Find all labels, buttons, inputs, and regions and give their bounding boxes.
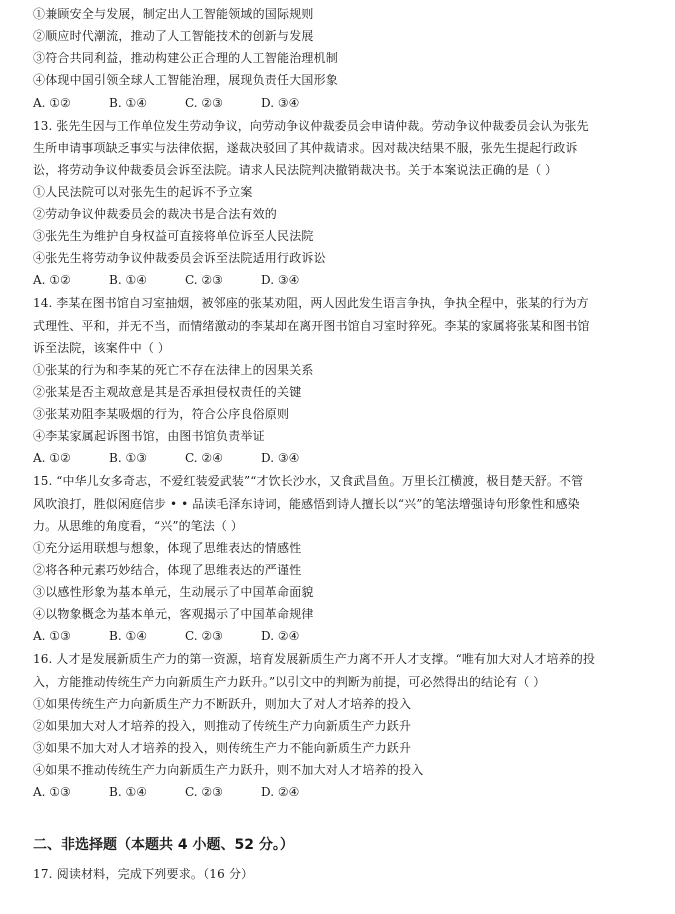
q16-item-1: ①如果传统生产力向新质生产力不断跃升，则加大了对人才培养的投入 [33, 697, 412, 711]
q14-stem-line-3: 诉至法院，该案件中（ ） [33, 341, 171, 355]
q14-stem-line-1: 14. 李某在图书馆自习室抽烟，被邻座的张某劝阻，两人因此发生语言争执，争执全程中，张某的行为方 [33, 296, 589, 310]
q13-stem-line-1: 13. 张先生因与工作单位发生劳动争议，向劳动争议仲裁委员会申请仲裁。劳动争议仲裁委员会认为张先 [33, 119, 589, 133]
q16-item-2: ②如果加大对人才培养的投入，则推动了传统生产力向新质生产力跃升 [33, 719, 412, 733]
q14-option-b: B. ①③ [109, 451, 147, 465]
q16-item-3: ③如果不加大对人才培养的投入，则传统生产力不能向新质生产力跃升 [33, 741, 412, 755]
q16-stem-line-1: 16. 人才是发展新质生产力的第一资源，培育发展新质生产力离不开人才支撑。“唯有加大对人才培养的投 [33, 652, 595, 666]
q16-item-4: ④如果不推动传统生产力向新质生产力跃升，则不加大对人才培养的投入 [33, 763, 424, 777]
q16-options [33, 784, 299, 800]
q13-item-4: ④张先生将劳动争议仲裁委员会诉至法院适用行政诉讼 [33, 251, 326, 265]
q13-option-d: D. ③④ [261, 273, 300, 287]
q16-option-a: A. ①③ [33, 785, 71, 799]
q16-option-d: D. ②④ [261, 785, 300, 799]
q15-option-d: D. ②④ [261, 629, 300, 643]
q14-item-3: ③张某劝阻李某吸烟的行为，符合公序良俗原则 [33, 407, 290, 421]
q15-option-b: B. ①④ [109, 629, 147, 643]
q12-option-b: B. ①④ [109, 96, 147, 110]
q12-item-1: ①兼顾安全与发展，制定出人工智能领域的国际规则 [33, 7, 314, 21]
q12-item-4: ④体现中国引领全球人工智能治理，展现负责任大国形象 [33, 73, 339, 87]
q15-stem-line-3: 力。从思维的角度看，“兴”的笔法（ ） [33, 519, 243, 533]
q15-option-a: A. ①③ [33, 629, 71, 643]
q15-item-3: ③以感性形象为基本单元，生动展示了中国革命面貌 [33, 585, 314, 599]
q15-item-2: ②将各种元素巧妙结合，体现了思维表达的严谨性 [33, 563, 302, 577]
q14-option-d: D. ③④ [261, 451, 300, 465]
q14-options [33, 450, 299, 466]
q12-item-3: ③符合共同利益，推动构建公正合理的人工智能治理机制 [33, 51, 339, 65]
q12-options [33, 95, 299, 111]
q12-item-2: ②顺应时代潮流，推动了人工智能技术的创新与发展 [33, 29, 314, 43]
q12-option-a: A. ①② [33, 96, 71, 110]
q13-option-c: C. ②③ [185, 273, 223, 287]
q14-item-4: ④李某家属起诉图书馆，由图书馆负责举证 [33, 429, 265, 443]
q13-item-3: ③张先生为维护自身权益可直接将单位诉至人民法院 [33, 229, 314, 243]
q16-option-c: C. ②③ [185, 785, 223, 799]
q13-option-b: B. ①④ [109, 273, 147, 287]
q14-option-c: C. ②④ [185, 451, 223, 465]
q14-option-a: A. ①② [33, 451, 71, 465]
section-2-title: 二、非选择题（本题共 4 小题、52 分。） [33, 837, 294, 853]
q13-stem-line-2: 生所申请事项缺乏事实与法律依据，遂裁决驳回了其仲裁请求。因对裁决结果不服，张先生提起行政诉 [33, 141, 578, 155]
q14-stem-line-2: 式理性、平和，并无不当，而情绪激动的李某却在离开图书馆自习室时猝死。李某的家属将张某和图书馆 [33, 319, 590, 333]
q15-item-4: ④以物象概念为基本单元，客观揭示了中国革命规律 [33, 607, 314, 621]
q15-stem-line-1: 15. “中华儿女多奇志，不爱红装爱武装”“才饮长沙水，又食武昌鱼。万里长江横渡，极目楚天舒。不管 [33, 474, 584, 488]
q14-item-2: ②张某是否主观故意是其是否承担侵权责任的关键 [33, 385, 302, 399]
q14-item-1: ①张某的行为和李某的死亡不存在法律上的因果关系 [33, 363, 314, 377]
q16-stem-line-2: 入，方能推动传统生产力向新质生产力跃升。”以引文中的判断为前提，可必然得出的结论有（ ） [33, 675, 546, 689]
q13-item-2: ②劳动争议仲裁委员会的裁决书是合法有效的 [33, 207, 278, 221]
q16-option-b: B. ①④ [109, 785, 147, 799]
q12-option-c: C. ②③ [185, 96, 223, 110]
q12-option-d: D. ③④ [261, 96, 300, 110]
q13-item-1: ①人民法院可以对张先生的起诉不予立案 [33, 185, 253, 199]
q15-option-c: C. ②③ [185, 629, 223, 643]
q13-option-a: A. ①② [33, 273, 71, 287]
q15-stem-line-2: 风吹浪打，胜似闲庭信步 • • 品读毛泽东诗词，能感悟到诗人擅长以“兴”的笔法增强诗句形象性和感染 [33, 497, 580, 511]
q13-stem-line-3: 讼，将劳动争议仲裁委员会诉至法院。请求人民法院判决撤销裁决书。关于本案说法正确的是（ ） [33, 163, 558, 177]
q13-options [33, 272, 299, 288]
q15-options [33, 628, 299, 644]
q17-stem: 17. 阅读材料，完成下列要求。（16 分） [33, 867, 254, 881]
q15-item-1: ①充分运用联想与想象，体现了思维表达的情感性 [33, 541, 302, 555]
